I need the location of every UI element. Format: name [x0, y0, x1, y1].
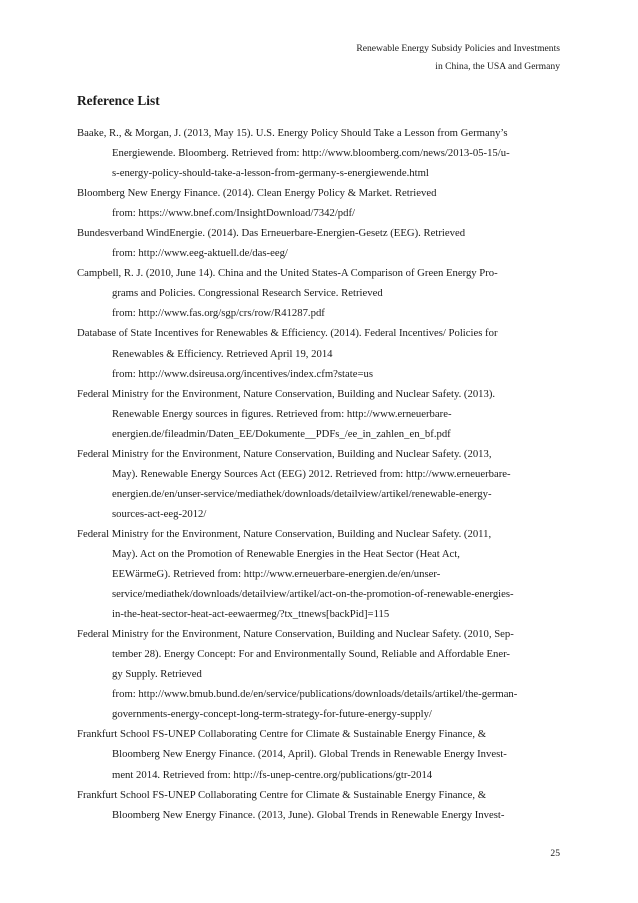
reference-line: Federal Ministry for the Environment, Nature Conservation, Building and Nuclear Safety. (2010, Sep- [77, 628, 514, 641]
reference-line: Federal Ministry for the Environment, Nature Conservation, Building and Nuclear Safety. (2013, [77, 447, 492, 460]
page-number: 25 [550, 848, 560, 859]
running-header-line-1: Renewable Energy Subsidy Policies and Investments [356, 43, 560, 54]
reference-list-title: Reference List [77, 93, 160, 108]
reference-line: energien.de/fileadmin/Daten_EE/Dokumente__PDFs_/ee_in_zahlen_en_bf.pdf [112, 427, 451, 440]
reference-line: from: https://www.bnef.com/InsightDownload/7342/pdf/ [112, 207, 356, 220]
reference-line: Bundesverband WindEnergie. (2014). Das Erneuerbare-Energien-Gesetz (EEG). Retrieved [77, 227, 466, 240]
reference-entry [77, 624, 563, 724]
reference-line: Federal Ministry for the Environment, Nature Conservation, Building and Nuclear Safety. (2013). [77, 387, 496, 400]
reference-line: Bloomberg New Energy Finance. (2014, April). Global Trends in Renewable Energy Invest- [112, 748, 507, 761]
reference-entry [77, 183, 563, 223]
reference-entry [77, 444, 563, 524]
reference-line: from: http://www.bmub.bund.de/en/service/publications/downloads/details/artikel/the-german- [112, 688, 518, 701]
reference-entry [77, 785, 563, 825]
reference-line: gy Supply. Retrieved [112, 668, 202, 681]
reference-line: EEWärmeG). Retrieved from: http://www.erneuerbare-energien.de/en/unser- [112, 568, 441, 581]
reference-line: tember 28). Energy Concept: For and Environmentally Sound, Reliable and Affordable Ener- [112, 648, 510, 661]
reference-line: Campbell, R. J. (2010, June 14). China and the United States-A Comparison of Green Energy Pro- [77, 267, 498, 280]
reference-entry [77, 724, 563, 784]
reference-line: in-the-heat-sector-heat-act-eewaermeg/?tx_ttnews[backPid]=115 [112, 608, 390, 621]
reference-entry [77, 123, 563, 183]
reference-entry [77, 323, 563, 383]
reference-line: Renewables & Efficiency. Retrieved April 19, 2014 [112, 347, 333, 360]
reference-line: grams and Policies. Congressional Research Service. Retrieved [112, 287, 383, 300]
reference-entry [77, 223, 563, 263]
reference-line: service/mediathek/downloads/detailview/artikel/act-on-the-promotion-of-renewable-energies- [112, 588, 514, 601]
reference-list [77, 123, 563, 825]
reference-line: Bloomberg New Energy Finance. (2014). Clean Energy Policy & Market. Retrieved [77, 187, 437, 200]
running-header-line-2: in China, the USA and Germany [435, 61, 560, 72]
reference-line: energien.de/en/unser-service/mediathek/downloads/detailview/artikel/renewable-energy- [112, 487, 492, 500]
reference-line: sources-act-eeg-2012/ [112, 507, 207, 520]
running-header [220, 40, 560, 76]
reference-entry [77, 263, 563, 323]
reference-line: Database of State Incentives for Renewables & Efficiency. (2014). Federal Incentives/ Policies for [77, 327, 498, 340]
reference-line: governments-energy-concept-long-term-strategy-for-future-energy-supply/ [112, 708, 432, 721]
reference-entry [77, 524, 563, 624]
reference-line: from: http://www.fas.org/sgp/crs/row/R41287.pdf [112, 307, 325, 320]
reference-line: Energiewende. Bloomberg. Retrieved from: http://www.bloomberg.com/news/2013-05-15/u- [112, 147, 510, 160]
reference-line: s-energy-policy-should-take-a-lesson-from-germany-s-energiewende.html [112, 167, 429, 180]
reference-line: Federal Ministry for the Environment, Nature Conservation, Building and Nuclear Safety. (2011, [77, 527, 492, 540]
reference-line: from: http://www.dsireusa.org/incentives/index.cfm?state=us [112, 367, 373, 380]
reference-line: Frankfurt School FS-UNEP Collaborating Centre for Climate & Sustainable Energy Finance, & [77, 788, 487, 801]
reference-line: May). Act on the Promotion of Renewable Energies in the Heat Sector (Heat Act, [112, 547, 460, 560]
reference-line: Renewable Energy sources in figures. Retrieved from: http://www.erneuerbare- [112, 407, 452, 420]
reference-line: Frankfurt School FS-UNEP Collaborating Centre for Climate & Sustainable Energy Finance, & [77, 728, 487, 741]
reference-line: May). Renewable Energy Sources Act (EEG) 2012. Retrieved from: http://www.erneuerbare- [112, 467, 511, 480]
reference-line: from: http://www.eeg-aktuell.de/das-eeg/ [112, 247, 288, 260]
reference-line: Baake, R., & Morgan, J. (2013, May 15). U.S. Energy Policy Should Take a Lesson from Germany’s [77, 127, 508, 139]
reference-line: ment 2014. Retrieved from: http://fs-unep-centre.org/publications/gtr-2014 [112, 768, 433, 781]
reference-entry [77, 384, 563, 444]
reference-line: Bloomberg New Energy Finance. (2013, June). Global Trends in Renewable Energy Invest- [112, 808, 505, 821]
